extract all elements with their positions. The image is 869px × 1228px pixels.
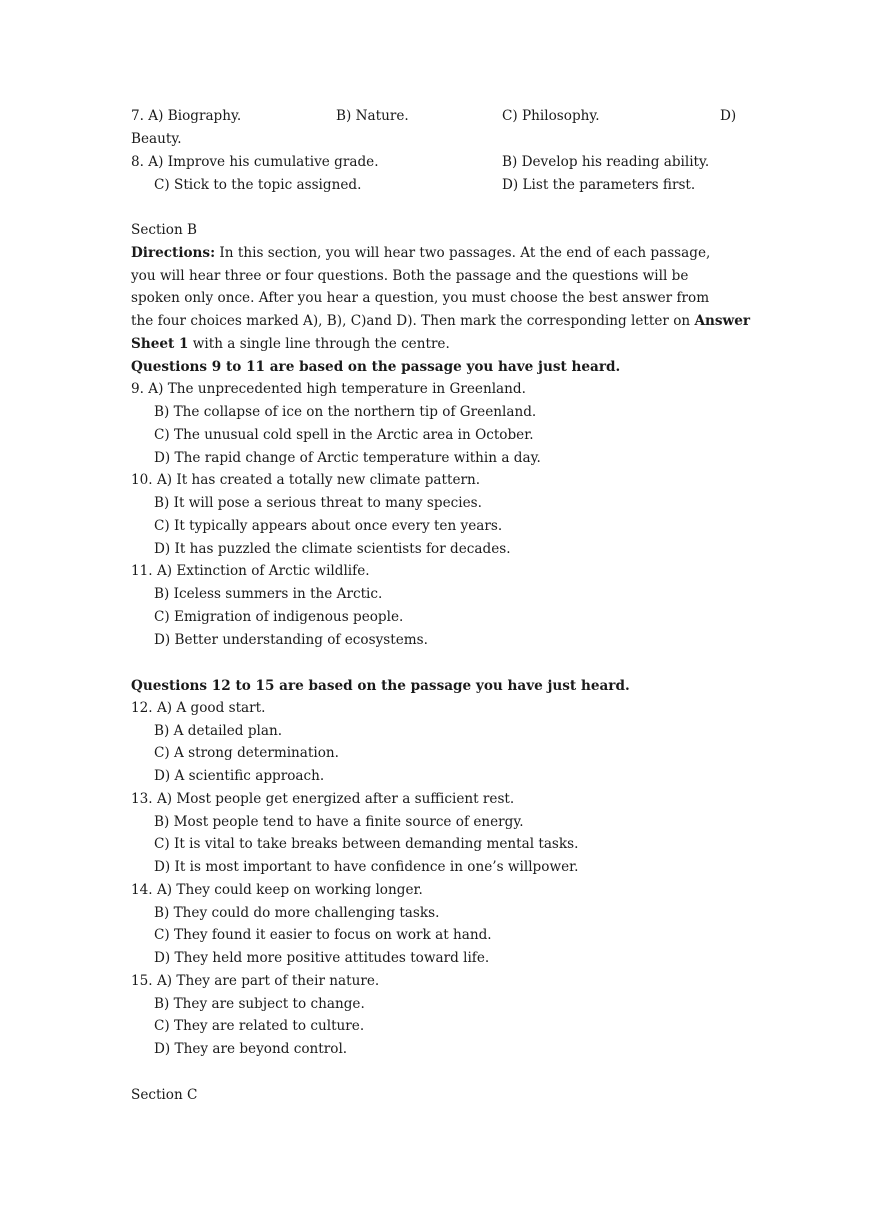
q11-option-c: C) Emigration of indigenous people. <box>154 609 404 625</box>
q12-option-c: C) A strong determination. <box>154 745 339 761</box>
q13-option-c: C) It is vital to take breaks between demanding mental tasks. <box>154 836 579 852</box>
q12-option-d: D) A scientific approach. <box>154 768 325 784</box>
q8-option-d: D) List the parameters first. <box>502 177 696 193</box>
q9-option-c: C) The unusual cold spell in the Arctic area in October. <box>154 427 534 443</box>
questions-12-15-heading: Questions 12 to 15 are based on the passage you have just heard. <box>131 678 630 694</box>
q15-option-c: C) They are related to culture. <box>154 1018 365 1034</box>
q11-option-a: 11. A) Extinction of Arctic wildlife. <box>131 563 370 579</box>
directions-line-1 <box>131 243 710 263</box>
q10-option-c: C) It typically appears about once every ten years. <box>154 518 503 534</box>
q7-option-b: B) Nature. <box>336 108 409 124</box>
q14-option-d: D) They held more positive attitudes toward life. <box>154 950 490 966</box>
section-b-heading: Section B <box>131 222 198 238</box>
q9-option-d: D) The rapid change of Arctic temperature within a day. <box>154 450 541 466</box>
q7-option-c: C) Philosophy. <box>502 108 600 124</box>
q7-option-d: D) <box>720 108 737 124</box>
directions-line-2: you will hear three or four questions. Both the passage and the questions will be <box>131 268 689 284</box>
section-c-heading: Section C <box>131 1087 198 1103</box>
directions-text-5: with a single line through the centre. <box>188 336 450 352</box>
directions-line-4 <box>131 311 750 331</box>
q10-option-d: D) It has puzzled the climate scientists for decades. <box>154 541 511 557</box>
answer-label: Answer <box>694 313 751 329</box>
q7-option-d-continued: Beauty. <box>131 131 182 147</box>
q14-option-c: C) They found it easier to focus on work at hand. <box>154 927 492 943</box>
q14-option-a: 14. A) They could keep on working longer. <box>131 882 423 898</box>
questions-9-11-heading: Questions 9 to 11 are based on the passage you have just heard. <box>131 359 621 375</box>
q15-option-b: B) They are subject to change. <box>154 996 365 1012</box>
q9-option-b: B) The collapse of ice on the northern tip of Greenland. <box>154 404 537 420</box>
q13-option-a: 13. A) Most people get energized after a sufficient rest. <box>131 791 515 807</box>
sheet-label: Sheet 1 <box>131 336 189 352</box>
q11-option-d: D) Better understanding of ecosystems. <box>154 632 428 648</box>
q12-option-a: 12. A) A good start. <box>131 700 266 716</box>
directions-text-4: the four choices marked A), B), C)and D). Then mark the corresponding letter on <box>131 313 695 329</box>
q8-option-c: C) Stick to the topic assigned. <box>154 177 362 193</box>
q15-option-d: D) They are beyond control. <box>154 1041 348 1057</box>
q14-option-b: B) They could do more challenging tasks. <box>154 905 440 921</box>
q8-option-b: B) Develop his reading ability. <box>502 154 710 170</box>
directions-line-5 <box>131 334 450 354</box>
q10-option-b: B) It will pose a serious threat to many species. <box>154 495 482 511</box>
q9-option-a: 9. A) The unprecedented high temperature in Greenland. <box>131 381 526 397</box>
q8-option-a: 8. A) Improve his cumulative grade. <box>131 154 379 170</box>
q10-option-a: 10. A) It has created a totally new climate pattern. <box>131 472 481 488</box>
q7-option-a: 7. A) Biography. <box>131 108 242 124</box>
q12-option-b: B) A detailed plan. <box>154 723 283 739</box>
directions-label: Directions: <box>131 245 216 261</box>
q13-option-b: B) Most people tend to have a finite source of energy. <box>154 814 524 830</box>
q11-option-b: B) Iceless summers in the Arctic. <box>154 586 383 602</box>
q13-option-d: D) It is most important to have confidence in one’s willpower. <box>154 859 579 875</box>
directions-text-1: In this section, you will hear two passages. At the end of each passage, <box>215 245 711 261</box>
directions-line-3: spoken only once. After you hear a question, you must choose the best answer from <box>131 290 710 306</box>
q15-option-a: 15. A) They are part of their nature. <box>131 973 380 989</box>
